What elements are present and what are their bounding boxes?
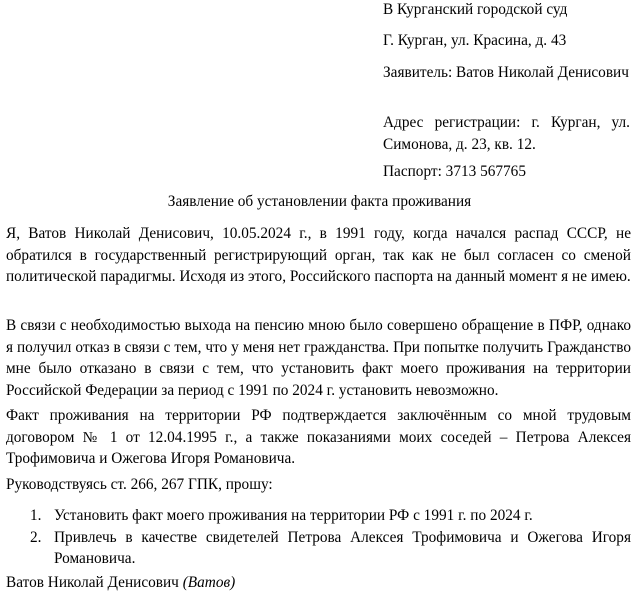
list-text: Привлечь в качестве свидетелей Петрова Алексея Трофимовича и Ожегова Игоря Романовича. [54, 528, 631, 567]
list-number: 2. [30, 528, 42, 546]
court-address: Г. Курган, ул. Красина, д. 43 [383, 32, 567, 49]
handwritten-signature: (Ватов) [182, 574, 236, 591]
signature-name: Ватов Николай Денисович [6, 574, 179, 591]
registration-address: Адрес регистрации: г. Курган, ул. Симонова, д. 23, кв. 12. [383, 114, 630, 153]
list-text: Установить факт моего проживания на территории РФ с 1991 г. по 2024 г. [54, 507, 533, 524]
paragraph-2: В связи с необходимостью выхода на пенсию мною было совершено обращение в ПФР, однако я получил отказ в связи с тем, что у меня нет гражданства. При попытке получить Гражданство мне было отказано в связи с тем, что установить факт моего проживания на территории Российской Федерации за период с 1991 по 2024 г. установить невозможно. [6, 317, 631, 399]
court-name: В Курганский городской суд [383, 1, 568, 18]
document-title: Заявление об установлении факта проживания [167, 193, 472, 210]
paragraph-4: Руководствуясь ст. 266, 267 ГПК, прошу: [6, 476, 273, 493]
list-item [30, 527, 631, 570]
list-item [30, 505, 631, 527]
signature-line [6, 572, 235, 594]
request-list [30, 505, 631, 570]
paragraph-3: Факт проживания на территории РФ подтверждается заключённым со мной трудовым договором № 1 от 12.04.1995 г., а также показаниями моих соседей – Петрова Алексея Трофимовича и Ожегова Игоря Романовича. [6, 407, 631, 467]
applicant: Заявитель: Ватов Николай Денисович [383, 64, 629, 81]
passport: Паспорт: 3713 567765 [383, 163, 526, 180]
list-number: 1. [30, 507, 42, 524]
paragraph-1: Я, Ватов Николай Денисович, 10.05.2024 г., в 1991 году, когда начался распад СССР, не обратился в государственный регистрирующий орган, так как не был согласен со сменой политической парадигмы. Исходя из этого, Российского паспорта на данный момент я не имею. [6, 225, 631, 285]
